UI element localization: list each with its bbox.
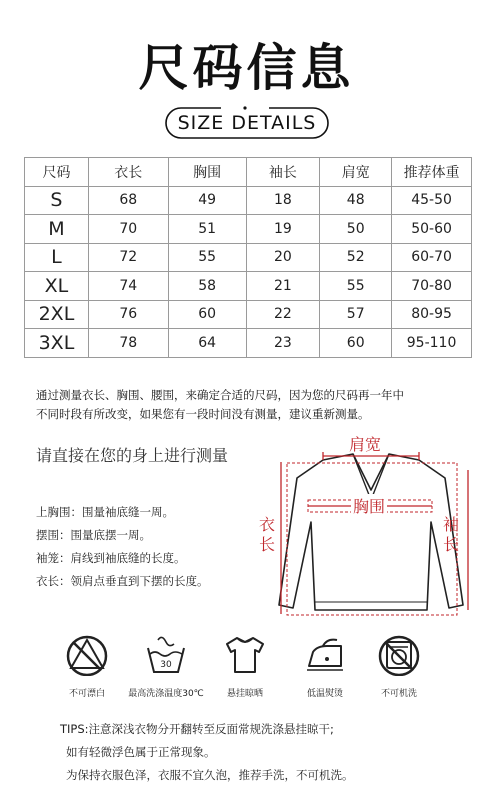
definition-length: 衣长：领肩点垂直到下摆的长度。 [36,574,209,588]
chest-cell: 49 [168,186,246,215]
weight-cell: 50-60 [392,215,472,244]
header-shoulder: 肩宽 [320,158,392,187]
measurement-diagram [245,430,480,625]
care-label: 最高洗涤温度30℃ [128,689,204,699]
tips-line: 为保持衣服色泽，衣服不宜久泡，推荐手洗，不可机洗。 [66,768,354,782]
care-item [285,632,365,699]
care-item [47,632,127,699]
measurement-definitions [36,501,209,593]
weight-cell: 70-80 [392,272,472,301]
length-cell: 72 [88,243,168,272]
header-size: 尺码 [25,158,89,187]
weight-cell: 80-95 [392,300,472,329]
table-row [25,215,472,244]
size-cell: L [25,243,89,272]
header-chest: 胸围 [168,158,246,187]
weight-cell: 45-50 [392,186,472,215]
header-length: 衣长 [88,158,168,187]
no-bleach-icon [65,632,109,676]
size-cell: M [25,215,89,244]
size-cell: S [25,186,89,215]
sleeve-cell: 21 [246,272,320,301]
care-item [205,632,285,699]
shoulder-cell: 52 [320,243,392,272]
shoulder-cell: 60 [320,329,392,358]
header-sleeve: 袖长 [246,158,320,187]
tips-line: TIPS:注意深浅衣物分开翻转至反面常规洗涤悬挂晾干; [60,722,334,736]
shoulder-cell: 55 [320,272,392,301]
sleeve-cell: 22 [246,300,320,329]
table-row [25,186,472,215]
shoulder-width-label: 肩宽 [349,435,382,454]
chest-cell: 55 [168,243,246,272]
length-cell: 74 [88,272,168,301]
size-table [24,157,472,358]
sleeve-length-label-1: 袖 [443,515,460,534]
chest-cell: 51 [168,215,246,244]
care-label: 低温熨烫 [306,689,343,699]
sleeve-length-label-2: 长 [443,535,460,554]
chest-label: 胸围 [351,494,387,517]
sleeve-cell: 20 [246,243,320,272]
length-cell: 68 [88,186,168,215]
size-table-header-row [25,158,472,187]
intro-line: 通过测量衣长、胸围、腰围，来确定合适的尺码，因为您的尺码再一年中 [36,388,404,402]
svg-text:30: 30 [160,660,172,670]
weight-cell: 60-70 [392,243,472,272]
size-cell: 2XL [25,300,89,329]
length-cell: 70 [88,215,168,244]
size-cell: XL [25,272,89,301]
care-item [359,632,439,699]
subtitle: SIZE DETAILS [177,112,317,134]
body-length-label-2: 长 [259,535,276,554]
tips-line: 如有轻微浮色属于正常现象。 [66,745,216,759]
care-label: 不可漂白 [68,689,105,699]
body-length-label-1: 衣 [259,515,276,534]
shoulder-cell: 48 [320,186,392,215]
table-row [25,329,472,358]
length-cell: 78 [88,329,168,358]
shoulder-cell: 50 [320,215,392,244]
sleeve-cell: 18 [246,186,320,215]
low-iron-icon [303,632,347,676]
subtitle-badge [163,106,331,140]
table-row [25,243,472,272]
length-cell: 76 [88,300,168,329]
table-row [25,300,472,329]
definition-armhole: 袖笼：肩线到袖底缝的长度。 [36,551,186,565]
care-item [126,632,206,699]
intro-text [36,386,476,424]
header-weight: 推荐体重 [392,158,472,187]
chest-cell: 58 [168,272,246,301]
intro-line: 不同时段有所改变，如果您有一段时间没有测量，建议重新测量。 [36,407,370,421]
no-machine-wash-icon [377,632,421,676]
tips [60,718,354,787]
care-label: 悬挂晾晒 [226,689,263,699]
care-label: 不可机洗 [380,689,417,699]
shoulder-cell: 57 [320,300,392,329]
chest-cell: 60 [168,300,246,329]
definition-hem: 摆围：围量底摆一周。 [36,528,151,542]
sleeve-cell: 23 [246,329,320,358]
size-cell: 3XL [25,329,89,358]
page-title: 尺码信息 [138,39,355,97]
weight-cell: 95-110 [392,329,472,358]
table-row [25,272,472,301]
chest-cell: 64 [168,329,246,358]
measure-title: 请直接在您的身上进行测量 [36,446,229,465]
definition-chest: 上胸围：围量袖底缝一周。 [36,505,174,519]
hang-dry-icon [223,632,267,676]
wash-30-icon [144,632,188,676]
sleeve-cell: 19 [246,215,320,244]
